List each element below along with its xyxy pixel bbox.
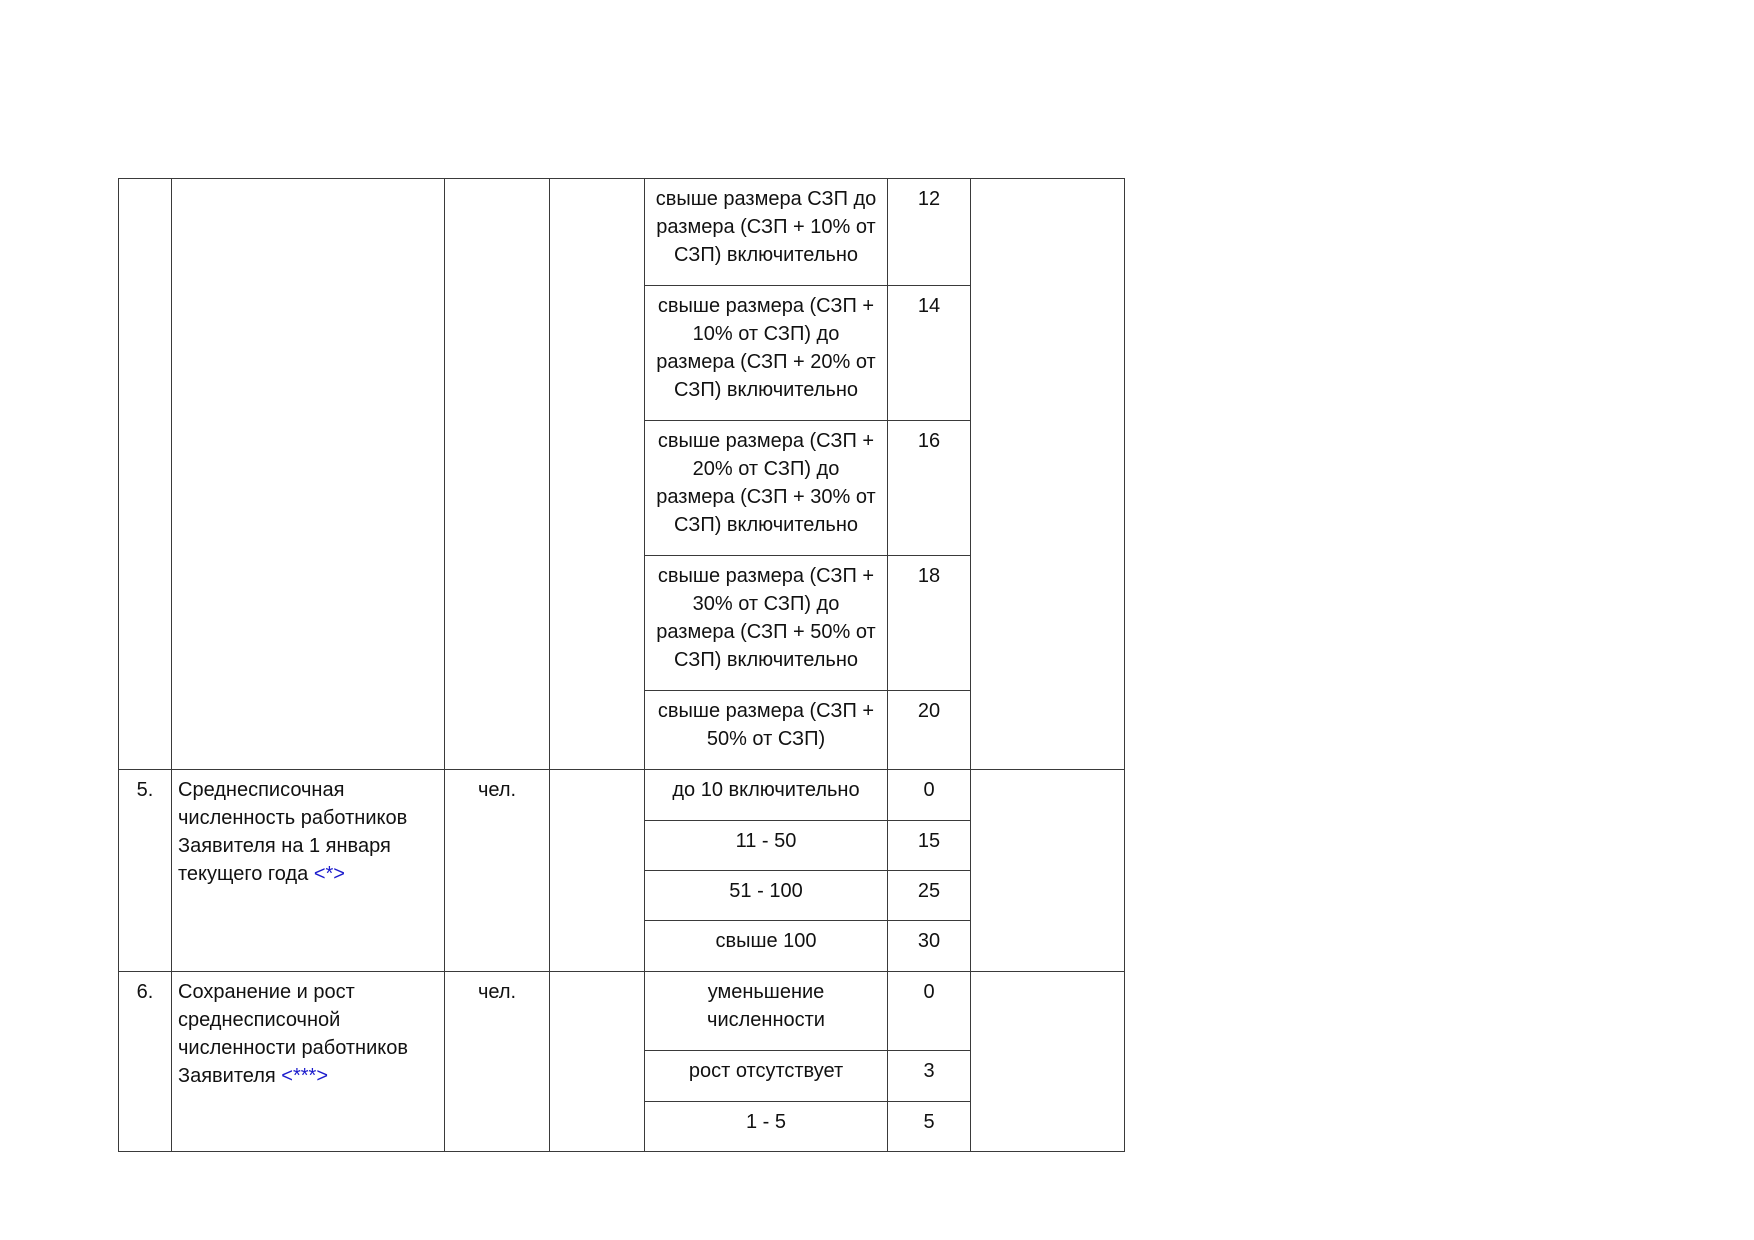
criterion-number-cell: 5. [119,770,172,972]
score-cell: 20 [888,691,971,770]
unit-cell [445,179,550,770]
note-cell [971,179,1125,770]
score-cell: 16 [888,421,971,556]
table-row [119,972,1125,1051]
unit-cell: чел. [445,972,550,1152]
footnote-link[interactable]: <*> [313,863,345,885]
score-cell: 15 [888,821,971,871]
condition-cell: уменьшение численности [645,972,888,1051]
criterion-name-cell [172,179,445,770]
score-cell: 5 [888,1102,971,1152]
value-cell [550,972,645,1152]
condition-cell: 51 - 100 [645,871,888,921]
criterion-name: Сохранение и рост среднесписочной численности работников Заявителя [178,981,408,1087]
score-cell: 12 [888,179,971,286]
condition-cell: рост отсутствует [645,1051,888,1102]
score-cell: 0 [888,770,971,821]
score-cell: 3 [888,1051,971,1102]
value-cell [550,770,645,972]
criterion-number-cell [119,179,172,770]
note-cell [971,972,1125,1152]
condition-cell: 11 - 50 [645,821,888,871]
unit-cell: чел. [445,770,550,972]
condition-cell: свыше размера (СЗП + 10% от СЗП) до размера (СЗП + 20% от СЗП) включительно [645,286,888,421]
criterion-name-cell [172,972,445,1152]
table-row [119,770,1125,821]
table-row [119,179,1125,286]
condition-cell: свыше 100 [645,921,888,972]
condition-cell: свыше размера (СЗП + 30% от СЗП) до размера (СЗП + 50% от СЗП) включительно [645,556,888,691]
score-cell: 18 [888,556,971,691]
value-cell [550,179,645,770]
score-cell: 25 [888,871,971,921]
condition-cell: 1 - 5 [645,1102,888,1152]
criterion-name-cell [172,770,445,972]
score-cell: 14 [888,286,971,421]
criteria-table [118,178,1125,1152]
condition-cell: до 10 включительно [645,770,888,821]
condition-cell: свыше размера СЗП до размера (СЗП + 10% от СЗП) включительно [645,179,888,286]
footnote-link[interactable]: <***> [281,1065,329,1087]
note-cell [971,770,1125,972]
score-cell: 0 [888,972,971,1051]
criterion-name: Среднесписочная численность работников Заявителя на 1 января текущего года [178,779,408,885]
score-cell: 30 [888,921,971,972]
condition-cell: свыше размера (СЗП + 20% от СЗП) до размера (СЗП + 30% от СЗП) включительно [645,421,888,556]
condition-cell: свыше размера (СЗП + 50% от СЗП) [645,691,888,770]
criterion-number-cell: 6. [119,972,172,1152]
